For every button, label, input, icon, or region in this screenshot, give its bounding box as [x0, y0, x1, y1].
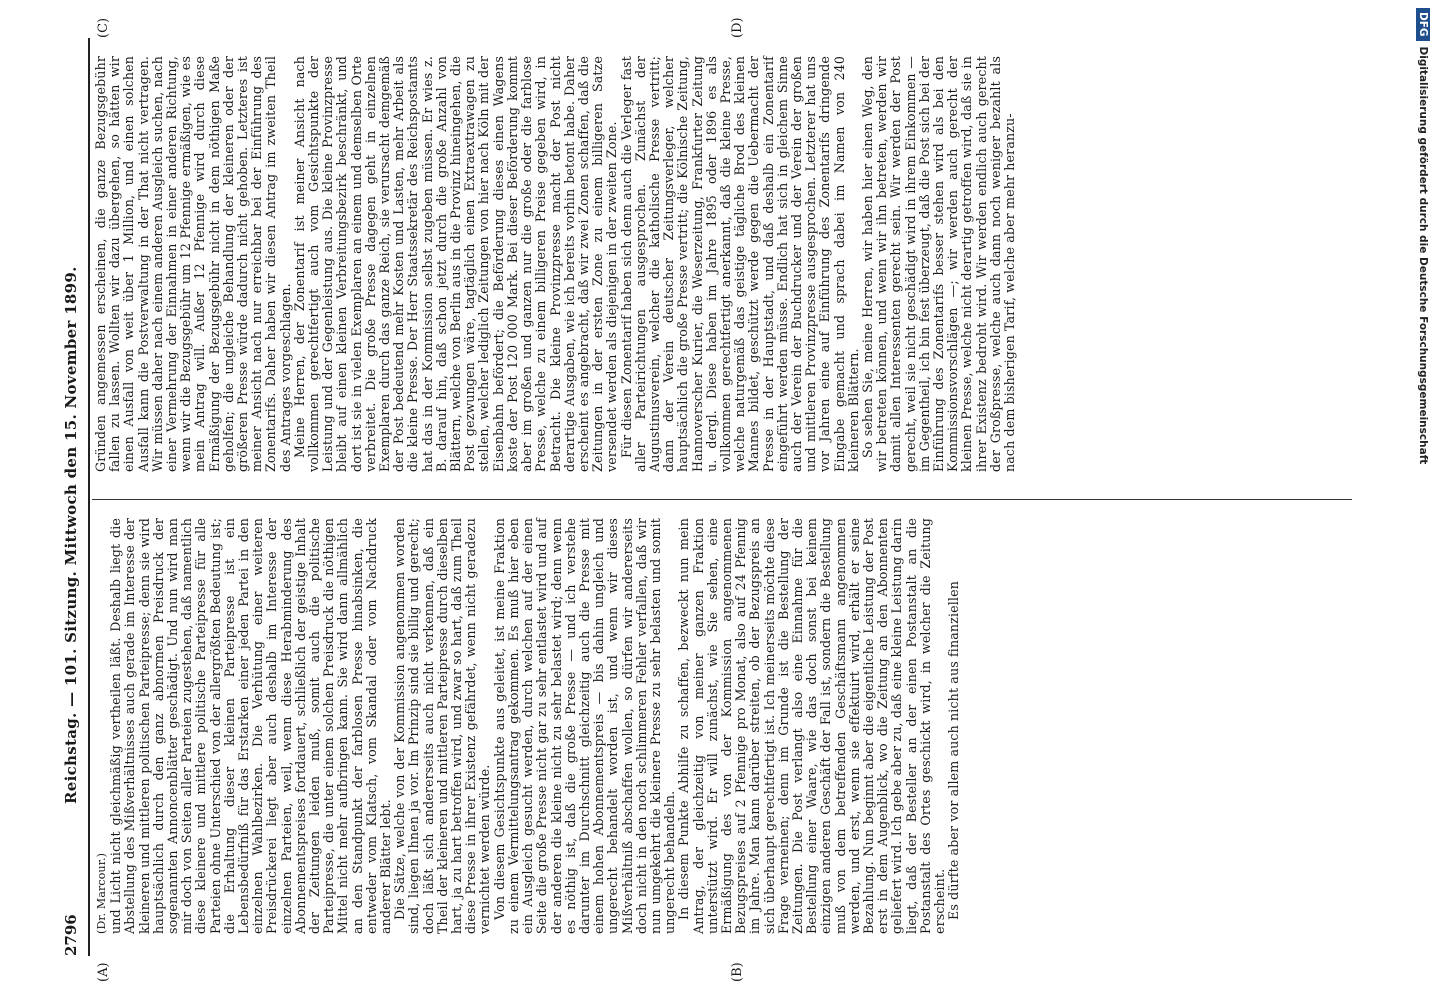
paragraph: So sehen Sie, meine Herren, wir haben hier einen Weg, den wir betreten können, und wenn wir ihn betreten, werden wir damit allen Interessenten gerecht sein. Wir werden der Post gerecht, weil sie nicht geschädigt wird in ihrem Einkommen — im Gegentheil, ich bin fest überzeugt, daß die Post sich bei der Einführung des Zonentarifs besser stehen wird als bei den Kommissionsvorschlägen —; wir werden auch gerecht der kleinen Presse, welche nicht derartig getroffen wird, daß sie in ihrer Existenz bedroht wird. Wir werden endlich auch gerecht der Großpresse, welche auch dann noch weniger bezahlt als nach dem bisherigen Tarif, welche aber mehr heranzu- — [859, 56, 1017, 472]
left-column — [94, 518, 961, 934]
speaker-label — [94, 518, 109, 934]
paragraph: Von diesem Gesichtspunkte aus geleitet, ist meine Fraktion zu einem Vermittelungsantrag gekommen. Es muß hier eben ein Ausgleich gesucht werden, durch welchen auf der einen Seite die große Presse nicht gar zu sehr entlastet wird und auf der anderen die kleine nicht zu sehr belastet wird; denn wenn es nöthig ist, daß die große Presse — und ich verstehe darunter im Durchschnitt gleichzeitig auch die Presse mit einem hohen Abonnementspreis — bis dahin ungleich und ungerecht behandelt worden ist, und wenn wir dieses Mißverhältniß abschaffen wollen, so dürfen wir andererseits doch nicht in den noch schlimmeren Fehler verfallen, daß wir nun umgekehrt die kleinere Presse zu sehr belasten und somit ungerecht behandeln. — [491, 518, 678, 934]
funding-stamp — [1412, 8, 1434, 992]
speaker-name: (Dr. Marcour.) — [95, 852, 108, 934]
paragraph: Meine Herren, der Zonentarif ist meiner Ansicht nach vollkommen gerechtfertigt auch vom Gesichtspunkte der Leistung und der Gegenleistung aus. Die kleine Provinzpresse bleibt auf einen kleinen Verbreitungsbezirk beschränkt, und dort ist sie in vielen Exemplaren an einem und demselben Orte verbreitet. Die große Presse dagegen geht in einzelnen Exemplaren durch das ganze Reich, sie verursacht demgemäß der Post bedeutend mehr Kosten und Lasten, mehr Arbeit als die kleine Presse. Der Herr Staatssekretär des Reichspostamts hat das in der Kommission selbst zugeben müssen. Er wies z. B. darauf hin, daß schon jetzt durch die große Anzahl von Blättern, welche von Berlin aus in die Provinz hineingehen, die Post gezwungen wäre, tagtäglich einen Extraextrawagen zu stellen, welcher lediglich Zeitungen von hier nach Köln mit der Eisenbahn befördert; die Beförderung dieses einen Wagens koste der Post 120 000 Mark. Bei dieser Beförderung kommt aber im großen und ganzen nur die große oder die farblose Presse, welche zu einem billigeren Preise gegeben wird, in Betracht. Die kleine Provinzpresse macht der Post nicht derartige Ausgaben, wie ich bereits vorhin betont habe. Daher erscheint es angebracht, daß wir zwei Zonen schaffen, daß die Zeitungen in der ersten Zone zu einem billigeren Satze versendet werden als diejenigen in der zweiten Zone. — [291, 56, 620, 472]
funding-note: Digitalisierung gefördert durch die Deutsche Forschungsgemeinschaft — [1417, 46, 1429, 465]
paragraph: Für diesen Zonentarif haben sich denn auch die Verleger fast aller Parteirichtungen ausgesprochen. Zunächst der Augustinusverein, welcher die katholische Presse vertritt; dann der Verein deutscher Zeitungsverleger, welcher hauptsächlich die große Presse vertritt; die Kölnische Zeitung, Hannoverscher Kurier, die Weserzeitung, Frankfurter Zeitung u. dergl. Diese haben im Jahre 1895 oder 1896 es als vollkommen gerechtfertigt anerkannt, daß die kleine Presse, welche naturgemäß das geistige tägliche Brod des kleinen Mannes bildet, geschützt werde gegen die Uebermacht der Presse in der Hauptstadt, und daß deshalb ein Zonentarif eingeführt werden müsse. Endlich hat sich in gleichem Sinne auch der Verein der Buchdrucker und der Verein der großen und mittleren Provinzpresse ausgesprochen. Letzterer hat uns vor Jahren eine auf Einführung des Zonentarifs dringende Eingabe gemacht und sprach dabei im Namen von 240 kleineren Blättern. — [618, 56, 861, 472]
header-rule — [88, 38, 90, 956]
margin-mark-c: (C) — [96, 17, 111, 38]
page-header — [62, 40, 82, 956]
paragraph: und Licht nicht gleichmäßig vertheilen läßt. Deshalb liegt die Abstellung des Mißverhältnisses auch gerade im Interesse der kleineren und mittleren politischen Parteipresse; denn sie wird hauptsächlich durch den ganz abnormen Preisdruck der sogenannten Annoncenblätter geschädigt. Und nun wird man mir doch von Seiten aller Parteien zugestehen, daß namentlich diese kleinere und mittlere politische Parteipresse für alle Parteien ohne Unterschied von der allergrößten Bedeutung ist; die Erhaltung dieser kleinen Parteipresse ist ein Lebensbedürfniß für das Erstarken einer jeden Partei in den einzelnen Wahlbezirken. Die Verhütung einer weiteren Preisdrückerei liegt aber auch deshalb im Interesse der einzelnen Parteien, weil, wenn diese Herabminderung des Abonnementspreises fortdauert, schließlich der geistige Inhalt der Zeitungen leiden muß, somit auch die politische Parteipresse, die unter einem solchen Preisdruck die nöthigen Mittel nicht mehr aufbringen kann. Sie wird dann allmählich an den Standpunkt der farblosen Presse hinabsinken, die entweder vom Klatsch, vom Skandal oder vom Nachdruck anderer Blätter lebt. — [108, 518, 394, 934]
dfg-logo: DFG — [1416, 8, 1430, 41]
running-title: Reichstag. — 101. Sitzung. Mittwoch den 15. November 1899. — [62, 266, 80, 804]
margin-mark-d: (D) — [730, 17, 745, 38]
paragraph: In diesem Punkte Abhilfe zu schaffen, bezweckt nun mein Antrag, der gleichzeitig von meiner ganzen Fraktion unterstützt wird. Er will zunächst, wie Sie sehen, eine Ermäßigung des von der Kommission angenommenen Bezugspreises auf 2 Pfennige pro Monat, also auf 24 Pfennig im Jahre. Man kann darüber streiten, ob der Bezugspreis an sich überhaupt gerechtfertigt ist. Ich meinerseits möchte diese Frage verneinen; denn im Grunde ist die Bestellung der Zeitungen. Die Post verlangt also eine Einnahme für die Bestellung einer Waare, wie das doch sonst bei keinem einzigen anderen Geschäft der Fall ist, sondern die Bestellung muß von dem betreffenden Geschäftsmann angenommen werden, und erst, wenn sie effektuirt wird, erhält er seine Bezahlung. Nun beginnt aber die eigentliche Leistung der Post erst in dem Augenblick, wo die Zeitung an den Abonnenten geliefert wird. Ich gebe aber zu, daß eine kleine Leistung darin liegt, daß der Besteller an der einen Postanstalt an die Postanstalt des Ortes geschickt wird, in welcher die Zeitung erscheint. — [676, 518, 947, 934]
paragraph: Es dürfte aber vor allem auch nicht aus finanziellen — [946, 581, 962, 920]
paragraph: Gründen angemessen erscheinen, die ganze Bezugsgebühr fallen zu lassen. Wollten wir dazu übergehen, so hätten wir einen Ausfall von weit über 1 Million, und einen solchen Ausfall kann die Postverwaltung in der That nicht vertragen. Wir müssen daher nach einem anderen Ausgleich suchen, nach einer Vermehrung der Einnahmen in einer anderen Richtung, wenn wir die Bezugsgebühr um 12 Pfennige ermäßigen, wie es mein Antrag will. Außer 12 Pfennige wird durch diese Ermäßigung der Bezugsgebühr nicht in dem nöthigen Maße geholfen; die ungleiche Behandlung der kleineren oder der größeren Presse würde dadurch nicht gehoben. Letzteres ist meiner Ansicht nach nur erreichbar bei der Einführung des Zonentarifs. Daher haben wir diesen Antrag im zweiten Theil des Antrages vorgeschlagen. — [93, 56, 293, 472]
paragraph: Die Sätze, welche von der Kommission angenommen worden sind, liegen Ihnen ja vor. Im Prinzip sind sie billig und gerecht; doch läßt sich andererseits auch nicht verkennen, daß ein Theil der kleineren und mittleren Parteipresse durch dieselben hart, ja zu hart betroffen wird, und zwar so hart, daß zum Theil diese Presse in ihrer Existenz gefährdet, wenn nicht geradezu vernichtet werden würde. — [392, 518, 493, 934]
page-number: 2796 — [62, 914, 80, 956]
margin-mark-a: (A) — [96, 962, 111, 982]
margin-mark-b: (B) — [730, 962, 745, 982]
right-column — [94, 56, 1017, 472]
column-divider — [92, 499, 1352, 500]
